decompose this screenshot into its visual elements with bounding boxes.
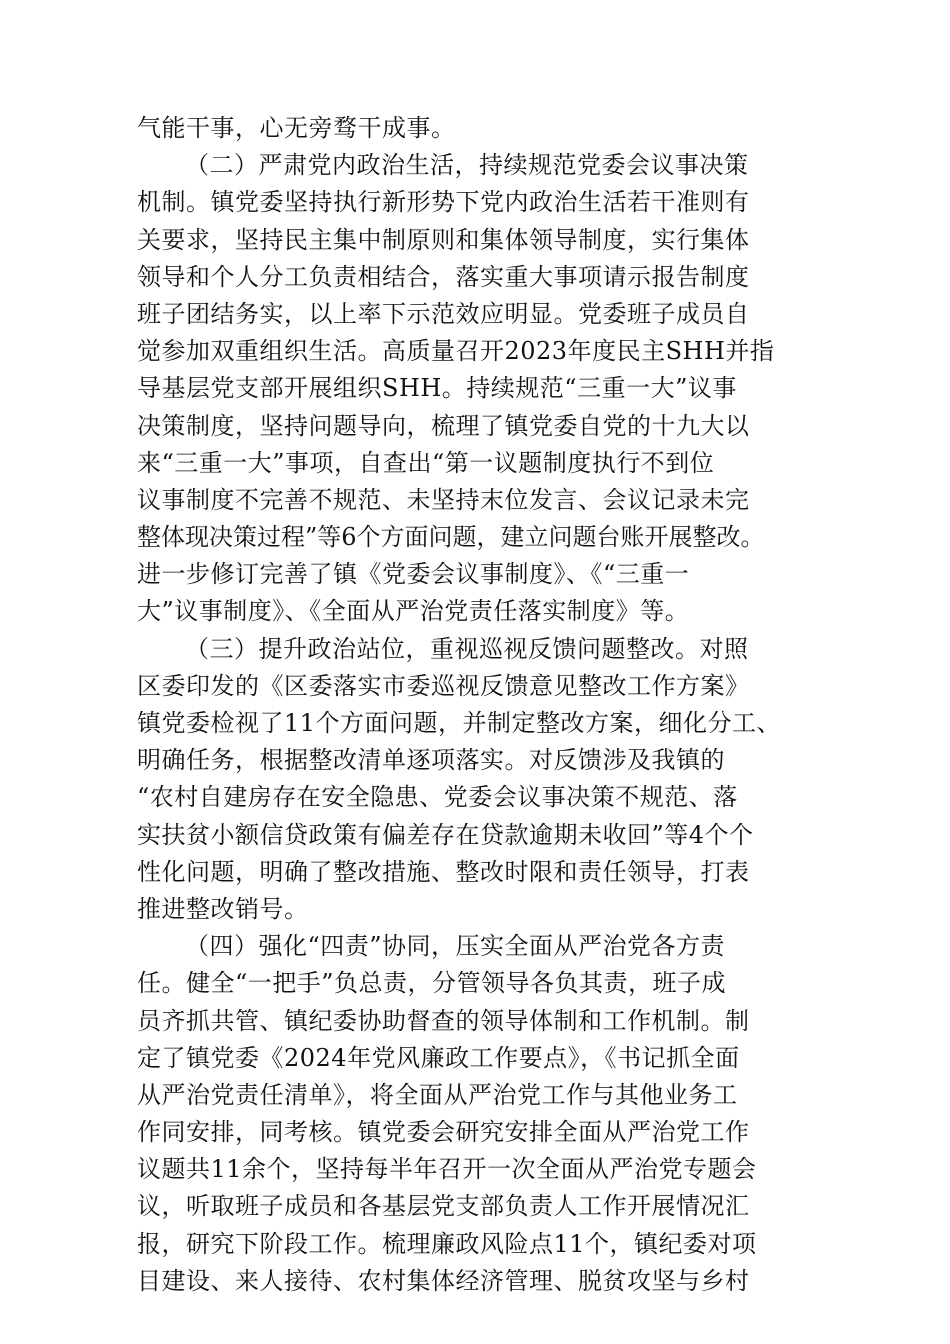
text-line: 目建设、来人接待、农村集体经济管理、脱贫攻坚与乡村: [137, 1266, 750, 1295]
text-line: 从严治党责任清单》，将全面从严治党工作与其他业务工: [137, 1080, 738, 1109]
text-line: 作同安排，同考核。镇党委会研究安排全面从严治党工作: [137, 1118, 750, 1147]
text-line: “农村自建房存在安全隐患、党委会议事决策不规范、落: [137, 783, 738, 812]
body-text: [137, 110, 817, 1300]
text-line: 任。健全“一把手”负总责，分管领导各负其责，班子成: [137, 969, 727, 998]
text-line: 觉参加双重组织生活。高质量召开2023年度民主SHH并指: [137, 337, 775, 366]
text-line: 班子团结务实，以上率下示范效应明显。党委班子成员自: [137, 299, 750, 328]
text-line: 机制。镇党委坚持执行新形势下党内政治生活若干准则有: [137, 188, 750, 217]
text-line: 报，研究下阶段工作。梳理廉政风险点11个，镇纪委对项: [137, 1229, 757, 1258]
text-line: 导基层党支部开展组织SHH。持续规范“三重一大”议事: [137, 374, 737, 403]
text-line: 推进整改销号。: [137, 894, 309, 923]
text-line: 定了镇党委《2024年党风廉政工作要点》，《书记抓全面: [137, 1043, 740, 1072]
paragraph-heading-line: （三）提升政治站位，重视巡视反馈问题整改。对照: [185, 634, 749, 663]
text-line: 议事制度不完善不规范、未坚持末位发言、会议记录未完: [137, 485, 750, 514]
paragraph-heading-line: （二）严肃党内政治生活，持续规范党委会议事决策: [185, 151, 749, 180]
text-line: 整体现决策过程”等6个方面问题，建立问题台账开展整改。: [137, 523, 765, 552]
text-line: 员齐抓共管、镇纪委协助督查的领导体制和工作机制。制: [137, 1006, 750, 1035]
text-line: 镇党委检视了11个方面问题，并制定整改方案，细化分工、: [137, 709, 782, 737]
text-line: 来“三重一大”事项，自查出“第一议题制度执行不到位: [137, 448, 715, 477]
text-line: 议题共11余个，坚持每半年召开一次全面从严治党专题会: [137, 1155, 757, 1184]
text-line: 议，听取班子成员和各基层党支部负责人工作开展情况汇: [137, 1192, 750, 1221]
text-line: 领导和个人分工负责相结合，落实重大事项请示报告制度: [137, 262, 750, 291]
text-line: 明确任务，根据整改清单逐项落实。对反馈涉及我镇的: [137, 746, 725, 775]
text-line: 实扶贫小额信贷政策有偏差存在贷款逾期未收回”等4个个: [137, 820, 754, 849]
text-line: 决策制度，坚持问题导向，梳理了镇党委自党的十九大以: [137, 411, 750, 440]
paragraph-heading-line: （四）强化“四责”协同，压实全面从严治党各方责: [185, 932, 726, 961]
text-line: 进一步修订完善了镇《党委会议事制度》、《“三重一: [137, 560, 690, 589]
text-line: 性化问题，明确了整改措施、整改时限和责任领导，打表: [137, 857, 750, 886]
text-line: 大”议事制度》、《全面从严治党责任落实制度》等。: [137, 597, 690, 626]
text-line: 关要求，坚持民主集中制原则和集体领导制度，实行集体: [137, 225, 750, 254]
text-line: 区委印发的《区委落实市委巡视反馈意见整改工作方案》: [137, 671, 750, 700]
text-line: 气能干事，心无旁骛干成事。: [137, 114, 456, 142]
